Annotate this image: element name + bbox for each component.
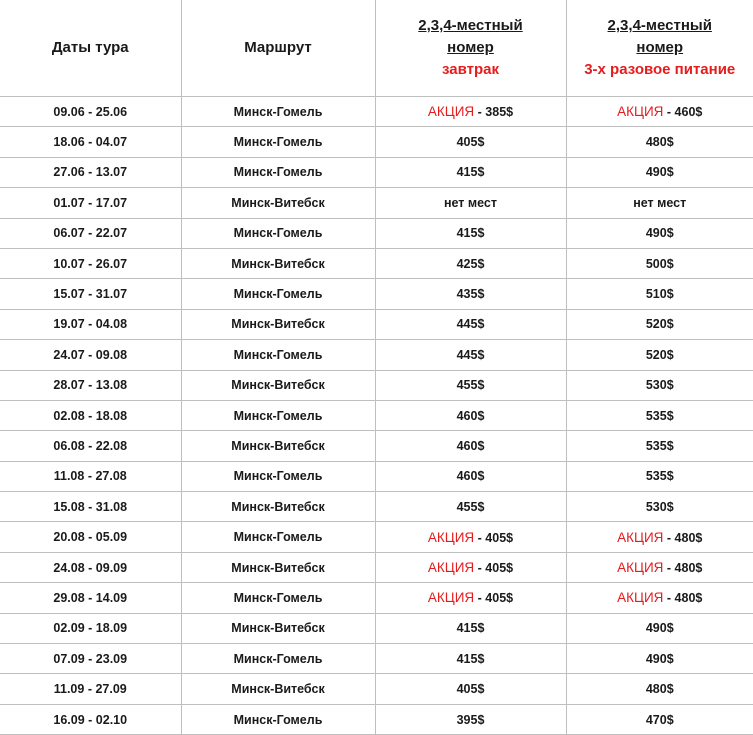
header-breakfast-meal: завтрак bbox=[442, 61, 499, 78]
price-full-board-cell bbox=[566, 583, 753, 613]
table-row bbox=[0, 157, 753, 187]
header-dates: Даты тура bbox=[0, 0, 181, 97]
price-breakfast-cell: 455$ bbox=[375, 492, 566, 522]
tour-dates-cell: 07.09 - 23.09 bbox=[0, 644, 181, 674]
header-full-board-room-line2[interactable]: номер bbox=[636, 39, 684, 56]
price-breakfast-cell: 415$ bbox=[375, 644, 566, 674]
price-breakfast-cell: 445$ bbox=[375, 340, 566, 370]
route-cell: Минск-Гомель bbox=[181, 279, 375, 309]
table-body bbox=[0, 97, 753, 735]
route-cell: Минск-Гомель bbox=[181, 157, 375, 187]
table-row bbox=[0, 492, 753, 522]
price-full-board-cell: 480$ bbox=[566, 127, 753, 157]
price-full-board-cell: 490$ bbox=[566, 644, 753, 674]
promo-separator: - bbox=[663, 105, 675, 120]
tour-dates-cell: 27.06 - 13.07 bbox=[0, 157, 181, 187]
tour-dates-cell: 19.07 - 04.08 bbox=[0, 309, 181, 339]
price-full-board-cell: 535$ bbox=[566, 431, 753, 461]
table-row bbox=[0, 279, 753, 309]
header-full-board-room-line1[interactable]: 2,3,4-местный bbox=[607, 17, 712, 34]
header-full-board-column bbox=[566, 0, 753, 97]
promo-label: АКЦИЯ bbox=[427, 560, 475, 576]
table-row bbox=[0, 583, 753, 613]
tour-dates-cell: 24.08 - 09.09 bbox=[0, 552, 181, 582]
price-value: 480$ bbox=[674, 530, 703, 545]
tour-dates-cell: 10.07 - 26.07 bbox=[0, 248, 181, 278]
tour-dates-cell: 09.06 - 25.06 bbox=[0, 97, 181, 127]
route-cell: Минск-Витебск bbox=[181, 248, 375, 278]
tour-dates-cell: 16.09 - 02.10 bbox=[0, 704, 181, 734]
price-full-board-cell bbox=[566, 522, 753, 552]
table-row bbox=[0, 340, 753, 370]
promo-label: АКЦИЯ bbox=[427, 590, 475, 606]
tour-dates-cell: 24.07 - 09.08 bbox=[0, 340, 181, 370]
table-row bbox=[0, 644, 753, 674]
price-full-board-cell: 535$ bbox=[566, 461, 753, 491]
table-row bbox=[0, 552, 753, 582]
price-full-board-cell: 530$ bbox=[566, 492, 753, 522]
tour-dates-cell: 15.08 - 31.08 bbox=[0, 492, 181, 522]
promo-separator: - bbox=[663, 561, 675, 576]
tour-dates-cell: 29.08 - 14.09 bbox=[0, 583, 181, 613]
route-cell: Минск-Витебск bbox=[181, 309, 375, 339]
header-full-board-meal: 3-х разовое питание bbox=[584, 61, 736, 78]
table-row bbox=[0, 370, 753, 400]
price-full-board-cell bbox=[566, 552, 753, 582]
promo-label: АКЦИЯ bbox=[617, 529, 664, 545]
price-breakfast-cell: 460$ bbox=[375, 400, 566, 430]
table-row bbox=[0, 461, 753, 491]
price-breakfast-cell: 415$ bbox=[375, 157, 566, 187]
tour-dates-cell: 11.09 - 27.09 bbox=[0, 674, 181, 704]
price-full-board-cell: 500$ bbox=[566, 248, 753, 278]
price-full-board-cell: 535$ bbox=[566, 400, 753, 430]
tour-dates-cell: 11.08 - 27.08 bbox=[0, 461, 181, 491]
price-value: 480$ bbox=[674, 591, 703, 606]
table-row bbox=[0, 522, 753, 552]
promo-separator: - bbox=[474, 105, 486, 120]
promo-separator: - bbox=[474, 530, 486, 545]
route-cell: Минск-Гомель bbox=[181, 340, 375, 370]
price-value: 385$ bbox=[485, 105, 514, 120]
route-cell: Минск-Гомель bbox=[181, 461, 375, 491]
price-breakfast-cell: 445$ bbox=[375, 309, 566, 339]
tour-dates-cell: 02.08 - 18.08 bbox=[0, 400, 181, 430]
header-route: Маршрут bbox=[181, 0, 375, 97]
promo-label: АКЦИЯ bbox=[617, 560, 664, 576]
table-row bbox=[0, 188, 753, 218]
promo-label: АКЦИЯ bbox=[617, 104, 664, 120]
price-breakfast-cell: 395$ bbox=[375, 704, 566, 734]
promo-separator: - bbox=[663, 530, 675, 545]
price-full-board-cell: нет мест bbox=[566, 188, 753, 218]
promo-label: АКЦИЯ bbox=[427, 104, 475, 120]
tour-dates-cell: 06.07 - 22.07 bbox=[0, 218, 181, 248]
route-cell: Минск-Гомель bbox=[181, 400, 375, 430]
promo-separator: - bbox=[474, 591, 486, 606]
tour-dates-cell: 01.07 - 17.07 bbox=[0, 188, 181, 218]
route-cell: Минск-Гомель bbox=[181, 127, 375, 157]
price-value: 405$ bbox=[485, 591, 514, 606]
price-breakfast-cell: 460$ bbox=[375, 461, 566, 491]
price-value: 460$ bbox=[674, 105, 703, 120]
table-row bbox=[0, 97, 753, 127]
price-breakfast-cell: 405$ bbox=[375, 674, 566, 704]
route-cell: Минск-Витебск bbox=[181, 370, 375, 400]
price-full-board-cell: 520$ bbox=[566, 340, 753, 370]
price-full-board-cell: 470$ bbox=[566, 704, 753, 734]
price-breakfast-cell: 415$ bbox=[375, 613, 566, 643]
route-cell: Минск-Гомель bbox=[181, 644, 375, 674]
price-breakfast-cell: 460$ bbox=[375, 431, 566, 461]
table-row bbox=[0, 309, 753, 339]
price-value: 480$ bbox=[674, 561, 703, 576]
promo-label: АКЦИЯ bbox=[427, 529, 475, 545]
table-row bbox=[0, 400, 753, 430]
promo-label: АКЦИЯ bbox=[617, 590, 664, 606]
route-cell: Минск-Витебск bbox=[181, 188, 375, 218]
table-row bbox=[0, 431, 753, 461]
price-breakfast-cell: нет мест bbox=[375, 188, 566, 218]
route-cell: Минск-Витебск bbox=[181, 674, 375, 704]
route-cell: Минск-Витебск bbox=[181, 613, 375, 643]
header-breakfast-room-line1[interactable]: 2,3,4-местный bbox=[418, 17, 523, 34]
route-cell: Минск-Гомель bbox=[181, 97, 375, 127]
route-cell: Минск-Гомель bbox=[181, 218, 375, 248]
price-breakfast-cell bbox=[375, 97, 566, 127]
header-row bbox=[0, 0, 753, 97]
route-cell: Минск-Витебск bbox=[181, 492, 375, 522]
price-breakfast-cell: 455$ bbox=[375, 370, 566, 400]
promo-separator: - bbox=[474, 561, 486, 576]
price-breakfast-cell bbox=[375, 552, 566, 582]
tour-dates-cell: 20.08 - 05.09 bbox=[0, 522, 181, 552]
tour-dates-cell: 28.07 - 13.08 bbox=[0, 370, 181, 400]
price-breakfast-cell: 425$ bbox=[375, 248, 566, 278]
table-row bbox=[0, 704, 753, 734]
route-cell: Минск-Витебск bbox=[181, 431, 375, 461]
route-cell: Минск-Гомель bbox=[181, 704, 375, 734]
tour-dates-cell: 06.08 - 22.08 bbox=[0, 431, 181, 461]
price-value: 405$ bbox=[485, 530, 514, 545]
route-cell: Минск-Гомель bbox=[181, 583, 375, 613]
price-full-board-cell: 490$ bbox=[566, 613, 753, 643]
route-cell: Минск-Витебск bbox=[181, 552, 375, 582]
table-header bbox=[0, 0, 753, 97]
price-full-board-cell: 490$ bbox=[566, 218, 753, 248]
table-row bbox=[0, 127, 753, 157]
price-full-board-cell: 520$ bbox=[566, 309, 753, 339]
table-row bbox=[0, 248, 753, 278]
tour-dates-cell: 02.09 - 18.09 bbox=[0, 613, 181, 643]
tour-dates-cell: 18.06 - 04.07 bbox=[0, 127, 181, 157]
route-cell: Минск-Гомель bbox=[181, 522, 375, 552]
price-breakfast-cell: 415$ bbox=[375, 218, 566, 248]
price-full-board-cell: 530$ bbox=[566, 370, 753, 400]
promo-separator: - bbox=[663, 591, 675, 606]
price-value: 405$ bbox=[485, 561, 514, 576]
tour-dates-cell: 15.07 - 31.07 bbox=[0, 279, 181, 309]
price-full-board-cell bbox=[566, 97, 753, 127]
price-breakfast-cell: 405$ bbox=[375, 127, 566, 157]
header-breakfast-column bbox=[375, 0, 566, 97]
price-full-board-cell: 480$ bbox=[566, 674, 753, 704]
price-breakfast-cell: 435$ bbox=[375, 279, 566, 309]
table-row bbox=[0, 218, 753, 248]
table-row bbox=[0, 674, 753, 704]
price-breakfast-cell bbox=[375, 522, 566, 552]
price-full-board-cell: 490$ bbox=[566, 157, 753, 187]
table-row bbox=[0, 613, 753, 643]
price-breakfast-cell bbox=[375, 583, 566, 613]
price-full-board-cell: 510$ bbox=[566, 279, 753, 309]
header-breakfast-room-line2[interactable]: номер bbox=[447, 39, 494, 56]
